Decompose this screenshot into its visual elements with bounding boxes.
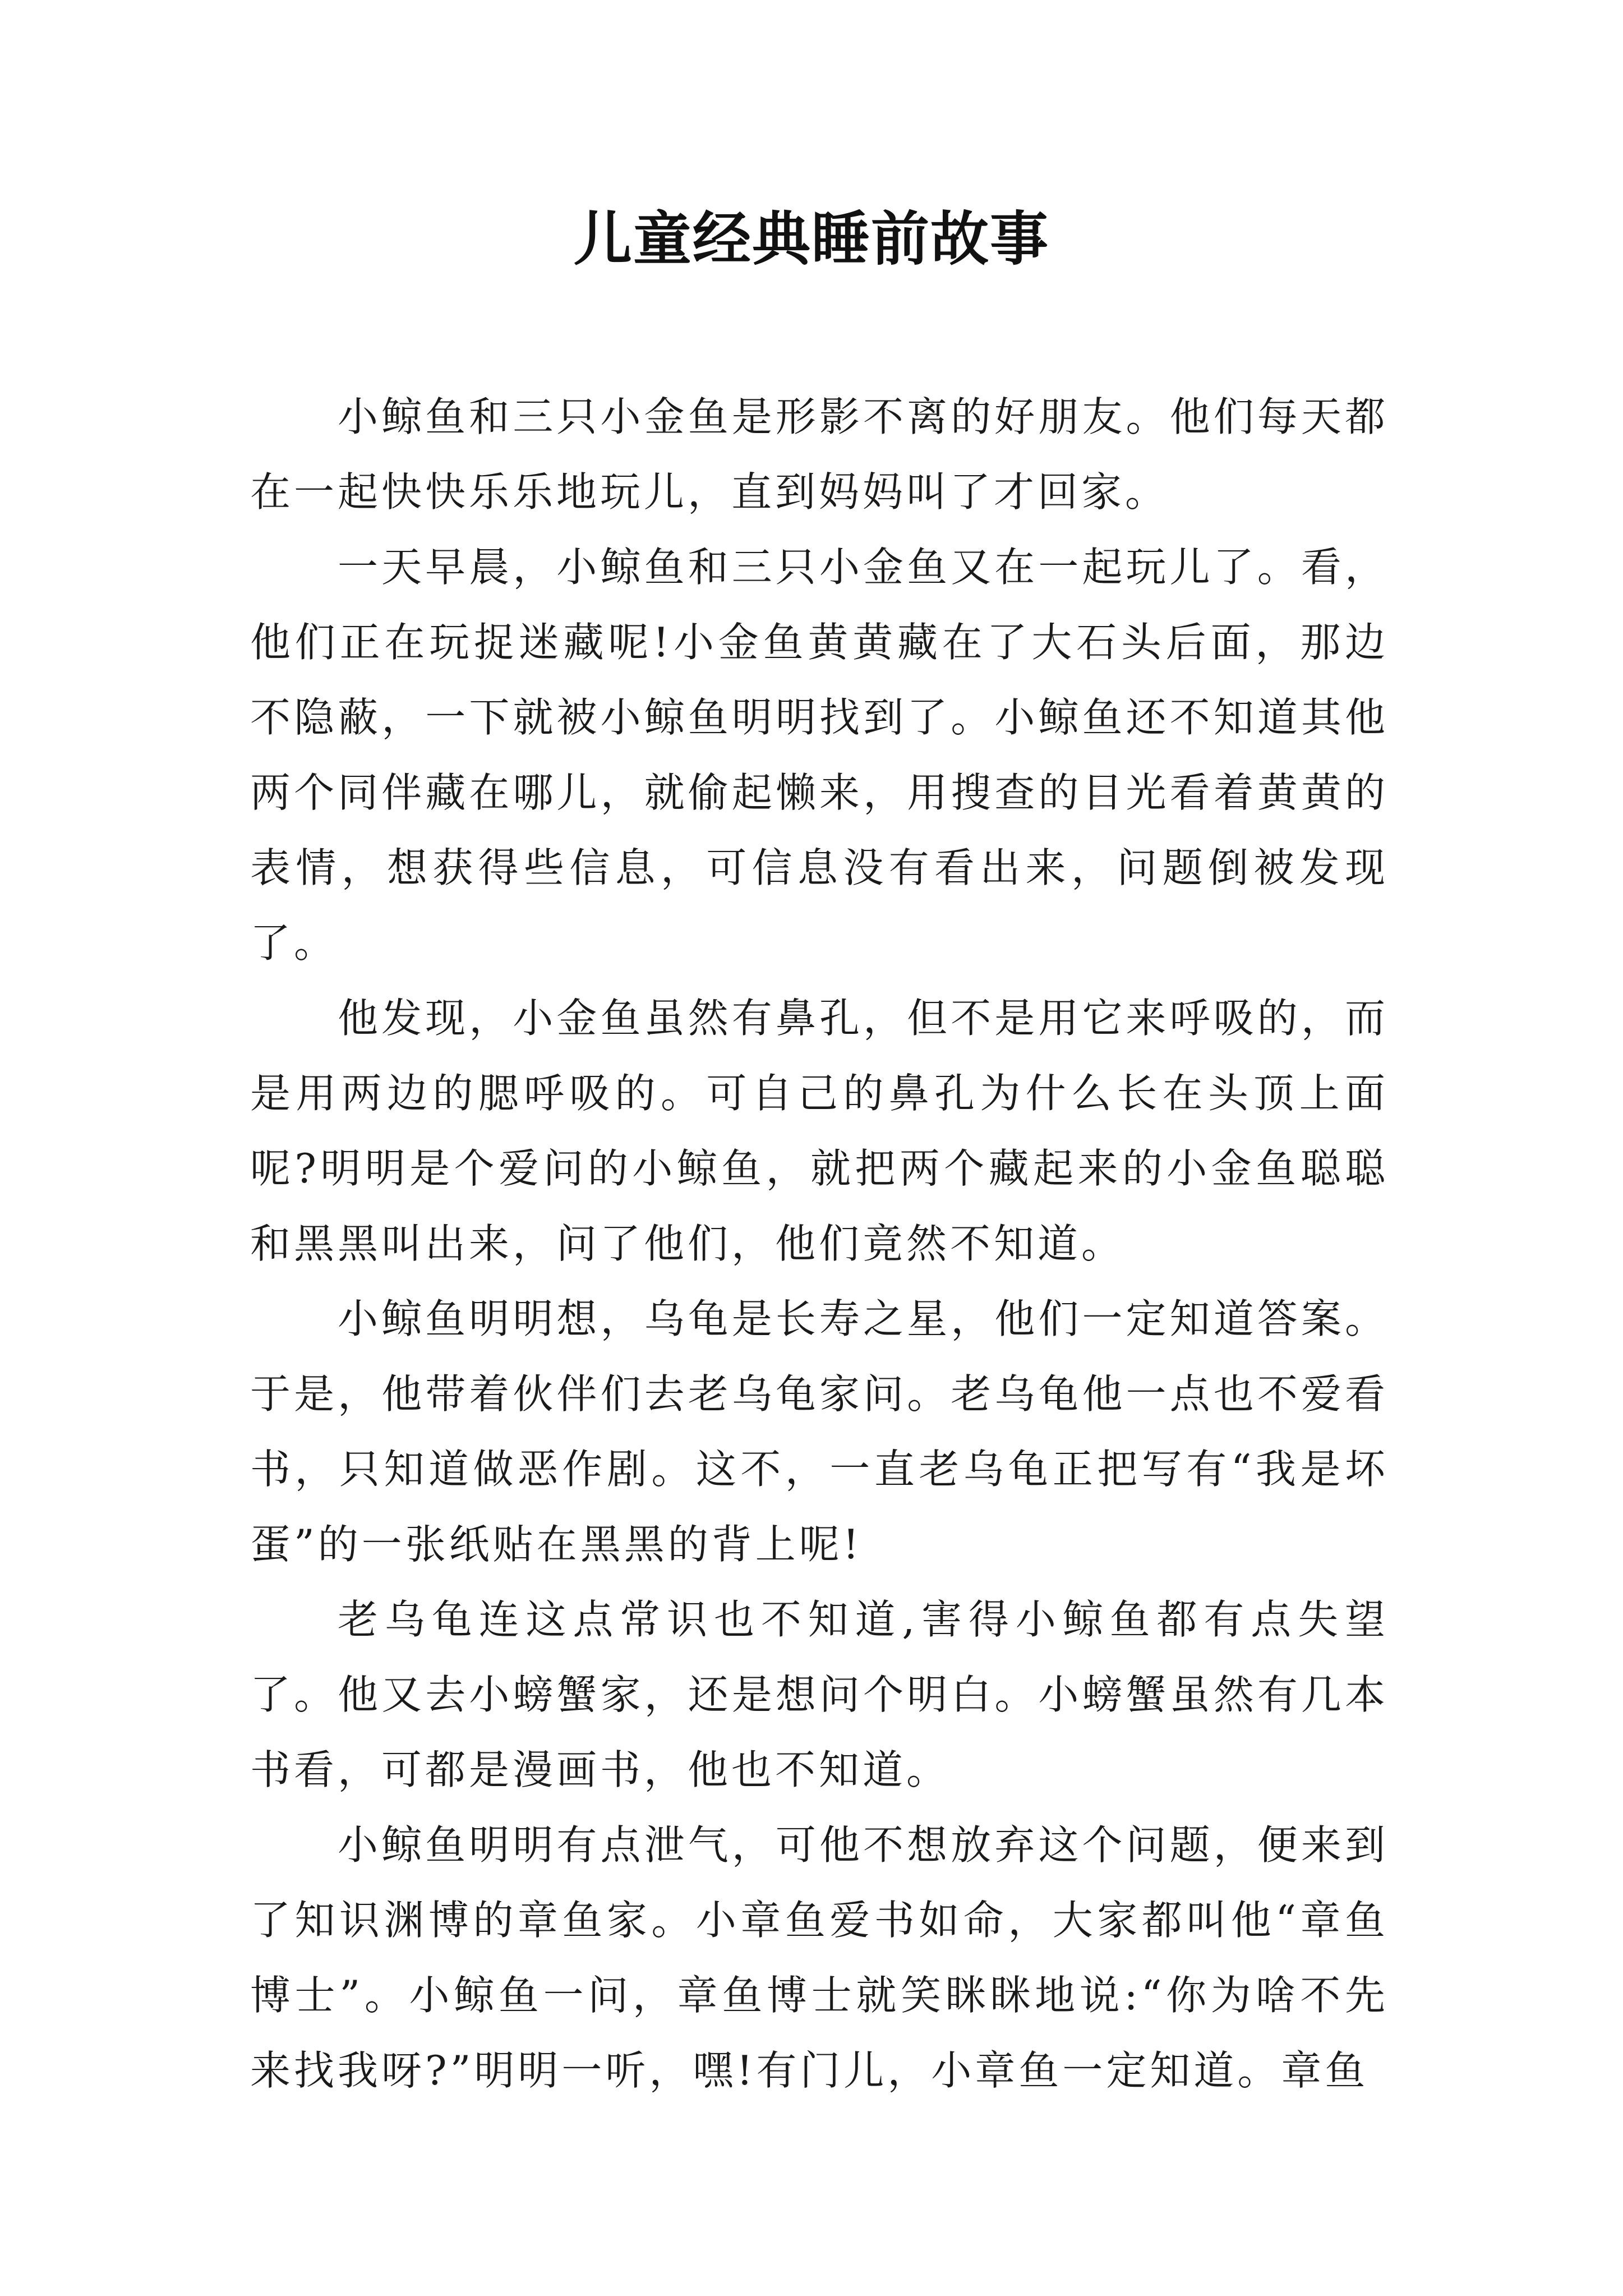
document-title: 儿童经典睡前故事 [573,205,1049,273]
paragraph-2: 一天早晨，小鲸鱼和三只小金鱼又在一起玩儿了。看，他们正在玩捉迷藏呢!小金鱼黄黄藏在了大石头后面，那边不隐蔽，一下就被小鲸鱼明明找到了。小鲸鱼还不知道其他两个同伴藏在哪儿，就偷起懒来，用搜查的目光看着黄黄的表情，想获得些信息，可信息没有看出来，问题倒被发现了。 [250,544,1389,967]
paragraph-1: 小鲸鱼和三只小金鱼是形影不离的好朋友。他们每天都在一起快快乐乐地玩儿，直到妈妈叫了才回家。 [250,393,1389,516]
paragraph-6: 小鲸鱼明明有点泄气，可他不想放弃这个问题，便来到了知识渊博的章鱼家。小章鱼爱书如命，大家都叫他“章鱼博士”。小鲸鱼一问，章鱼博士就笑眯眯地说:“你为啥不先来找我呀?”明明一听，嘿!有门儿，小章鱼一定知道。章鱼 [250,1821,1389,2094]
document-body [250,379,1389,2108]
paragraph-3: 他发现，小金鱼虽然有鼻孔，但不是用它来呼吸的，而是用两边的腮呼吸的。可自己的鼻孔为什么长在头顶上面呢?明明是个爱问的小鲸鱼，就把两个藏起来的小金鱼聪聪和黑黑叫出来，问了他们，他们竟然不知道。 [250,995,1389,1267]
paragraph-5: 老乌龟连这点常识也不知道,害得小鲸鱼都有点失望了。他又去小螃蟹家，还是想问个明白。小螃蟹虽然有几本书看，可都是漫画书，他也不知道。 [250,1596,1389,1793]
paragraph-4: 小鲸鱼明明想，乌龟是长寿之星，他们一定知道答案。于是，他带着伙伴们去老乌龟家问。老乌龟他一点也不爱看书，只知道做恶作剧。这不，一直老乌龟正把写有“我是坏蛋”的一张纸贴在黑黑的背上呢! [250,1295,1389,1568]
